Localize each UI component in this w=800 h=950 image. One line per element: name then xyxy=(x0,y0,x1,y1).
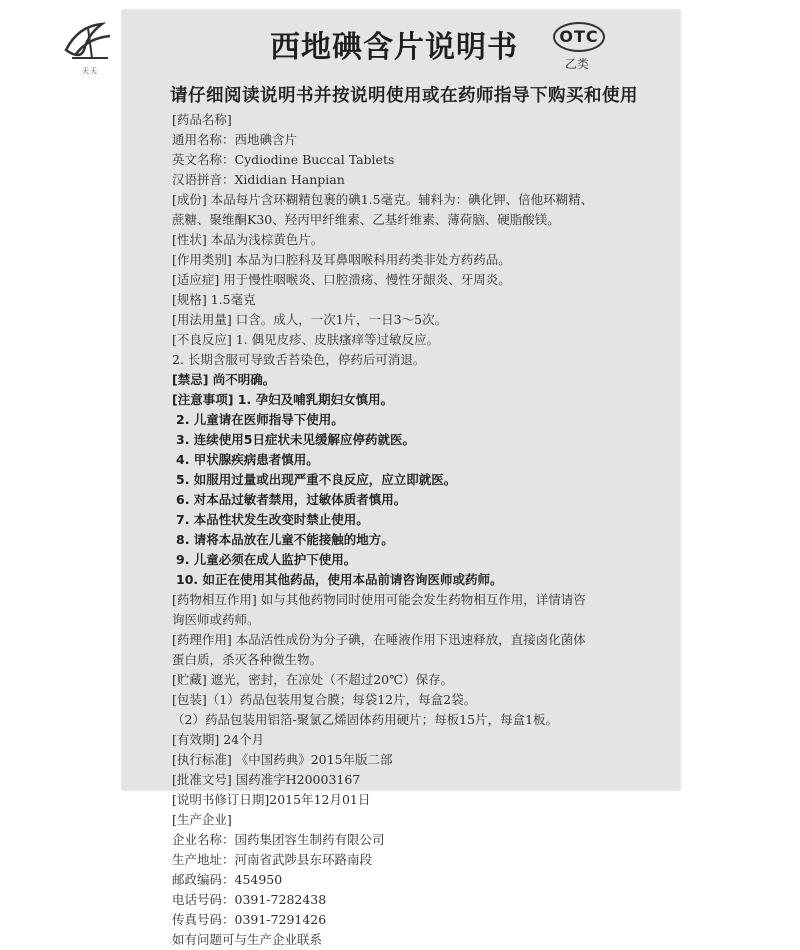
adverse-reaction-1: [不良反应] 1. 偶见皮疹、皮肤瘙痒等过敏反应。 xyxy=(172,332,440,347)
otc-class-label: 乙类 xyxy=(565,57,590,71)
leaflet-body xyxy=(172,110,672,950)
pharmacology-line-2: 蛋白质，杀灭各种微生物。 xyxy=(172,652,323,667)
company-name: 企业名称：国药集团容生制药有限公司 xyxy=(172,832,385,847)
standard: [执行标准] 《中国药典》2015年版二部 xyxy=(172,752,393,767)
shelf-life: [有效期] 24个月 xyxy=(172,732,265,747)
pinyin-name: 汉语拼音：Xididian Hanpian xyxy=(172,172,345,187)
revision-date: [说明书修订日期]2015年12月01日 xyxy=(172,792,371,807)
interactions-line-2: 询医师或药师。 xyxy=(172,612,260,627)
approval-number: [批准文号] 国药准字H20003167 xyxy=(172,772,361,787)
ingredients-line-1: [成份] 本品每片含环糊精包裹的碘1.5毫克。辅料为：碘化钾、倍他环糊精、 xyxy=(172,192,594,207)
dosage: [用法用量] 口含。成人，一次1片，一日3～5次。 xyxy=(172,312,448,327)
appearance: [性状] 本品为浅棕黄色片。 xyxy=(172,232,324,247)
document-title: 西地碘含片说明书 xyxy=(270,30,518,65)
contraindications: [禁忌] 尚不明确。 xyxy=(172,372,276,387)
pharmacology-line-1: [药理作用] 本品活性成份为分子碘，在唾液作用下迅速释放，直接卤化菌体 xyxy=(172,632,586,647)
company-address: 生产地址：河南省武陟县东环路南段 xyxy=(172,852,373,867)
section-manufacturer: [生产企业] xyxy=(172,812,232,827)
section-drug-name: [药品名称] xyxy=(172,112,232,127)
precaution-5: 5. 如服用过量或出现严重不良反应，应立即就医。 xyxy=(176,472,457,487)
precaution-7: 7. 本品性状发生改变时禁止使用。 xyxy=(176,512,369,527)
fax-number: 传真号码：0391-7291426 xyxy=(172,912,327,927)
precaution-2: 2. 儿童请在医师指导下使用。 xyxy=(176,412,344,427)
precaution-8: 8. 请将本品放在儿童不能接触的地方。 xyxy=(176,532,394,547)
category: [作用类别] 本品为口腔科及耳鼻咽喉科用药类非处方药药品。 xyxy=(172,252,511,267)
precaution-10: 10. 如正在使用其他药品，使用本品前请咨询医师或药师。 xyxy=(176,572,503,587)
contact-note: 如有问题可与生产企业联系 xyxy=(172,932,323,947)
company-logo-icon xyxy=(58,20,122,72)
interactions-line-1: [药物相互作用] 如与其他药物同时使用可能会发生药物相互作用，详情请咨 xyxy=(172,592,586,607)
postal-code: 邮政编码：454950 xyxy=(172,872,283,887)
phone-number: 电话号码：0391-7282438 xyxy=(172,892,327,907)
precaution-4: 4. 甲状腺疾病患者慎用。 xyxy=(176,452,319,467)
precaution-9: 9. 儿童必须在成人监护下使用。 xyxy=(176,552,357,567)
otc-badge: OTC xyxy=(553,22,605,52)
logo-caption: 天天 xyxy=(82,67,98,75)
precaution-3: 3. 连续使用5日症状未见缓解应停药就医。 xyxy=(176,432,415,447)
indications: [适应症] 用于慢性咽喉炎、口腔溃疡、慢性牙龈炎、牙周炎。 xyxy=(172,272,511,287)
packaging-2: （2）药品包装用铝箔-聚氯乙烯固体药用硬片；每板15片，每盒1板。 xyxy=(172,712,559,727)
ingredients-line-2: 蔗糖、聚维酮K30、羟丙甲纤维素、乙基纤维素、薄荷脑、硬脂酸镁。 xyxy=(172,212,560,227)
packaging-1: [包装]（1）药品包装用复合膜；每袋12片，每盒2袋。 xyxy=(172,692,477,707)
generic-name: 通用名称：西地碘含片 xyxy=(172,132,298,147)
usage-warning: 请仔细阅读说明书并按说明使用或在药师指导下购买和使用 xyxy=(170,86,638,106)
specification: [规格] 1.5毫克 xyxy=(172,292,256,307)
company-logo xyxy=(58,20,122,76)
precaution-1: [注意事项] 1. 孕妇及哺乳期妇女慎用。 xyxy=(172,392,394,407)
adverse-reaction-2: 2. 长期含服可导致舌苔染色，停药后可消退。 xyxy=(172,352,426,367)
english-name: 英文名称：Cydiodine Buccal Tablets xyxy=(172,152,395,167)
precaution-6: 6. 对本品过敏者禁用，过敏体质者慎用。 xyxy=(176,492,407,507)
storage: [贮藏] 遮光，密封，在凉处（不超过20℃）保存。 xyxy=(172,672,454,687)
